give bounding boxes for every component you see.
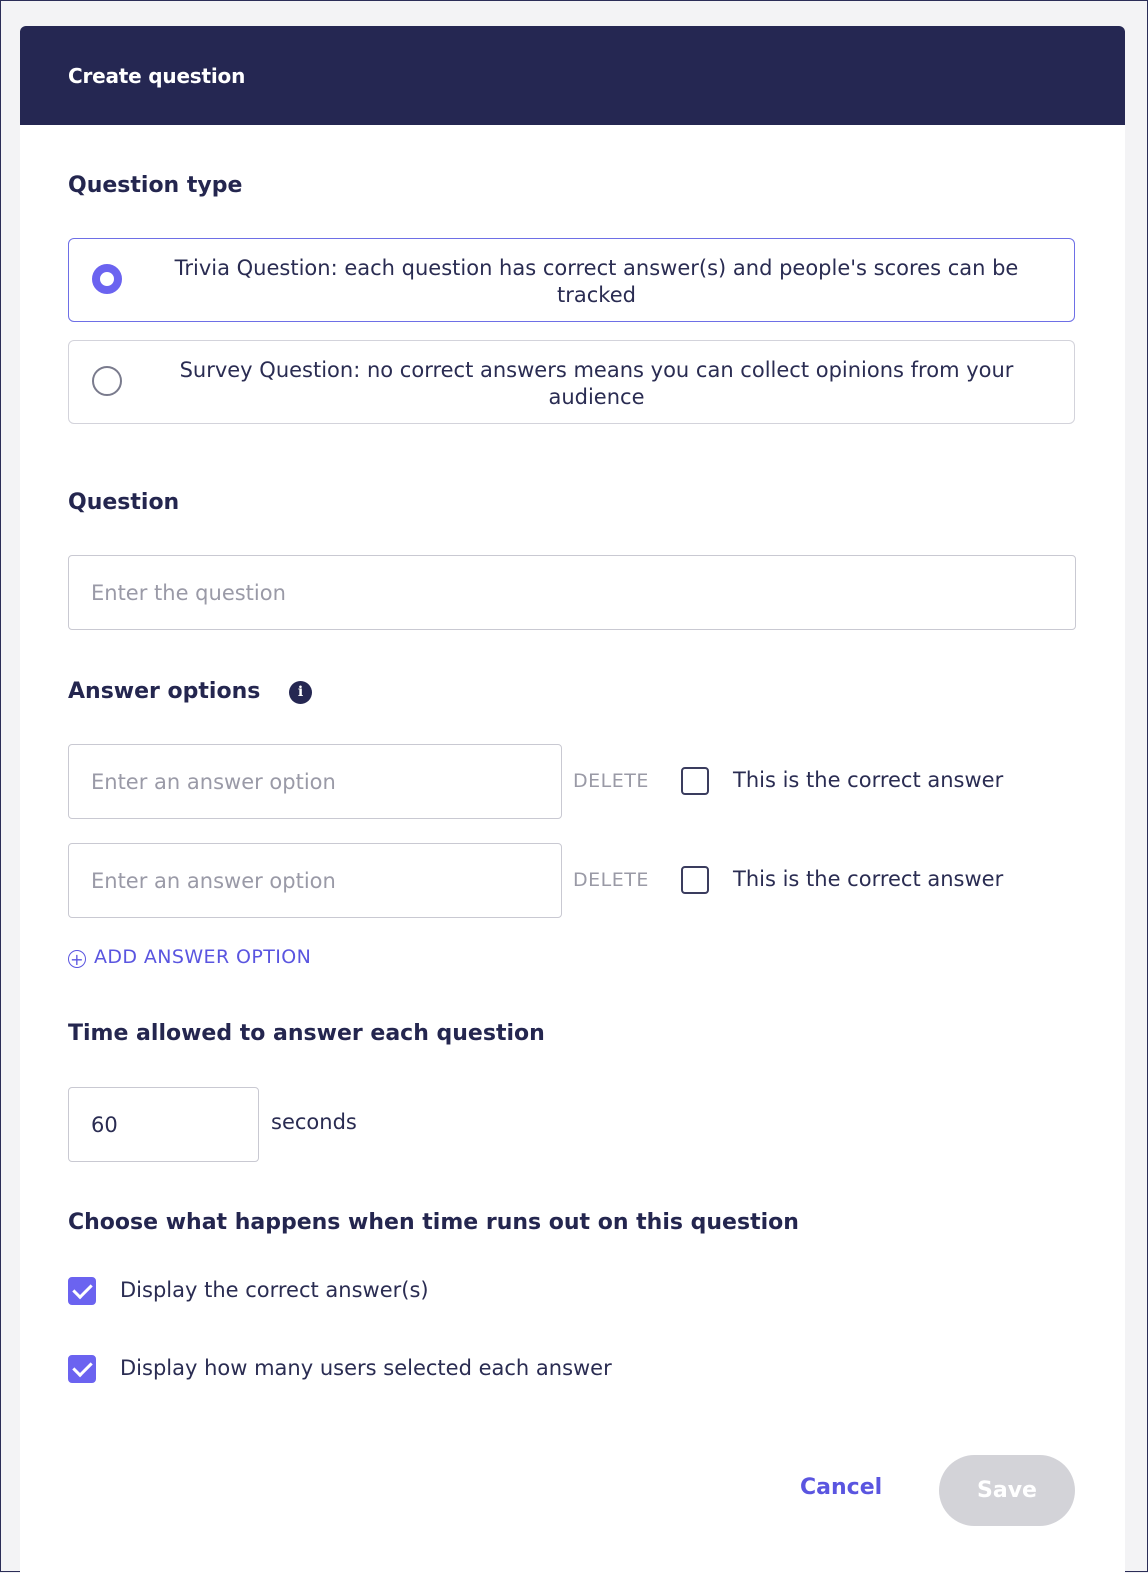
answer-option-input[interactable]	[68, 744, 562, 819]
display-correct-answers-checkbox[interactable]	[68, 1277, 96, 1305]
create-question-dialog	[20, 26, 1125, 1573]
radio-button-trivia[interactable]	[92, 264, 122, 294]
correct-answer-checkbox[interactable]	[681, 767, 709, 795]
checkmark-icon	[72, 1357, 93, 1378]
cancel-button[interactable]: Cancel	[800, 1475, 883, 1500]
add-answer-option-button[interactable]	[68, 946, 311, 968]
correct-answer-label: This is the correct answer	[733, 867, 1004, 891]
radio-label-survey: Survey Question: no correct answers means you can collect opinions from your audience	[179, 358, 1014, 409]
info-icon[interactable]: i	[289, 681, 312, 704]
time-allowed-heading: Time allowed to answer each question	[68, 1021, 545, 1046]
correct-answer-checkbox[interactable]	[681, 866, 709, 894]
dialog-header	[20, 26, 1125, 125]
seconds-label: seconds	[271, 1110, 357, 1134]
answer-options-heading: Answer options	[68, 679, 261, 704]
question-heading: Question	[68, 490, 180, 515]
radio-button-survey[interactable]	[92, 366, 122, 396]
delete-answer-button[interactable]: DELETE	[573, 770, 649, 792]
display-user-counts-checkbox[interactable]	[68, 1355, 96, 1383]
display-user-counts-label: Display how many users selected each answer	[120, 1356, 612, 1380]
radio-option-survey[interactable]	[68, 340, 1075, 424]
dialog-title: Create question	[68, 64, 246, 88]
display-correct-answers-label: Display the correct answer(s)	[120, 1278, 429, 1302]
timeout-heading: Choose what happens when time runs out on this question	[68, 1210, 799, 1235]
radio-label-trivia: Trivia Question: each question has correct answer(s) and people's scores can be tracked	[174, 256, 1019, 307]
question-input[interactable]	[68, 555, 1076, 630]
answer-option-input[interactable]	[68, 843, 562, 918]
checkmark-icon	[72, 1279, 93, 1300]
save-button[interactable]: Save	[939, 1455, 1075, 1526]
question-type-heading: Question type	[68, 173, 243, 198]
plus-circle-icon: +	[68, 950, 86, 968]
time-seconds-input[interactable]	[68, 1087, 259, 1162]
radio-option-trivia[interactable]	[68, 238, 1075, 322]
correct-answer-label: This is the correct answer	[733, 768, 1004, 792]
delete-answer-button[interactable]: DELETE	[573, 869, 649, 891]
add-answer-option-label: ADD ANSWER OPTION	[94, 946, 312, 968]
